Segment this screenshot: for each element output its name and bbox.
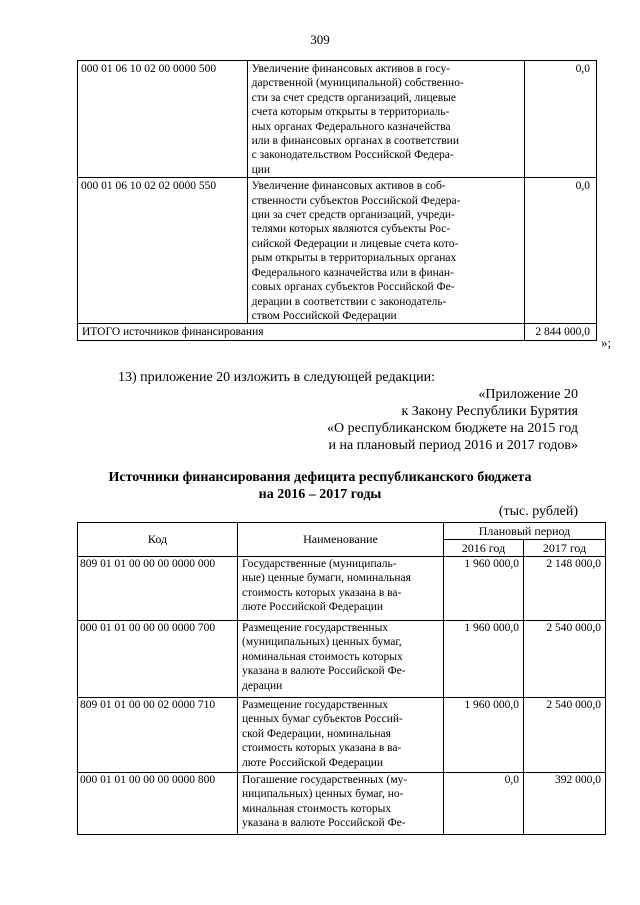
budget-code: 000 01 01 00 00 00 0000 800 [78, 773, 238, 835]
budget-code: 809 01 01 00 00 00 0000 000 [78, 557, 238, 621]
page-number: 309 [310, 32, 330, 47]
header-period: Плановый период [444, 523, 606, 540]
amount-2017: 2 148 000,0 [524, 557, 606, 621]
budget-code: 000 01 06 10 02 00 0000 500 [78, 61, 248, 178]
item-name: Увеличение финансовых активов в соб- ственности субъектов Российской Федера- ции за счет средств организаций, учреди- телями которых являются субъекты Рос- сийской Федерации и лицевые счета кото- рым открыты в территориальных органах Федерального казначейства или в финан- совых органах субъектов Российской Фе- дерации в соответствии с законодатель- ством Российской Федерации [247, 178, 525, 324]
item-name: Размещение государственных ценных бумаг субъектов Россий- ской Федерации, номинальная стоимость которых указана в ва- люте Российской Федерации [238, 698, 444, 773]
amount-2016: 0,0 [444, 773, 524, 835]
amount-2017: 2 540 000,0 [524, 698, 606, 773]
table-row [78, 621, 606, 698]
continued-sources-table [77, 60, 597, 341]
closing-quote: »; [601, 335, 612, 350]
amendment-item: 13) приложение 20 изложить в следующей редакции: [118, 370, 435, 385]
table-row [78, 557, 606, 621]
total-row [78, 324, 597, 340]
table-row [78, 178, 597, 324]
units-label: (тыс. рублей) [498, 504, 578, 519]
financing-sources-table [77, 522, 606, 835]
amount-2016: 1 960 000,0 [444, 557, 524, 621]
budget-code: 000 01 06 10 02 02 0000 550 [78, 178, 248, 324]
item-name: Размещение государственных (муниципальных) ценных бумаг, номинальная стоимость которых указана в валюте Российской Фе- дерации [238, 621, 444, 698]
item-name: Государственные (муниципаль- ные) ценные бумаги, номинальная стоимость которых указана в ва- люте Российской Федерации [238, 557, 444, 621]
item-name: Увеличение финансовых активов в госу- дарственной (муниципальной) собственно- сти за счет средств организаций, лицевые счета которым открыты в территориаль- ных органах Федерального казначейства или в финансовых органах в соответствии с законодательством Российской Федера- ции [247, 61, 525, 178]
amount-2017: 2 540 000,0 [524, 621, 606, 698]
document-title: Источники финансирования дефицита республиканского бюджета на 2016 – 2017 годы [108, 470, 532, 502]
header-name: Наименование [238, 523, 444, 557]
table-row [78, 773, 606, 835]
header-row [78, 523, 606, 540]
budget-code: 000 01 01 00 00 00 0000 700 [78, 621, 238, 698]
header-code: Код [78, 523, 238, 557]
header-2016: 2016 год [444, 540, 524, 557]
amount-2016: 1 960 000,0 [444, 621, 524, 698]
amount-2017: 392 000,0 [524, 773, 606, 835]
item-name: Погашение государственных (му- ниципальных) ценных бумаг, но- минальная стоимость которых указана в валюте Российской Фе- [238, 773, 444, 835]
amount-2016: 1 960 000,0 [444, 698, 524, 773]
amount: 0,0 [525, 61, 597, 178]
table-row [78, 698, 606, 773]
budget-code: 809 01 01 00 00 02 0000 710 [78, 698, 238, 773]
appendix-header: «Приложение 20 к Закону Республики Бурятия «О республиканском бюджете на 2015 год и на плановый период 2016 и 2017 годов» [327, 387, 578, 453]
header-2017: 2017 год [524, 540, 606, 557]
table-row [78, 61, 597, 178]
amount: 0,0 [525, 178, 597, 324]
total-label: ИТОГО источников финансирования [78, 324, 525, 340]
total-amount: 2 844 000,0 [525, 324, 597, 340]
